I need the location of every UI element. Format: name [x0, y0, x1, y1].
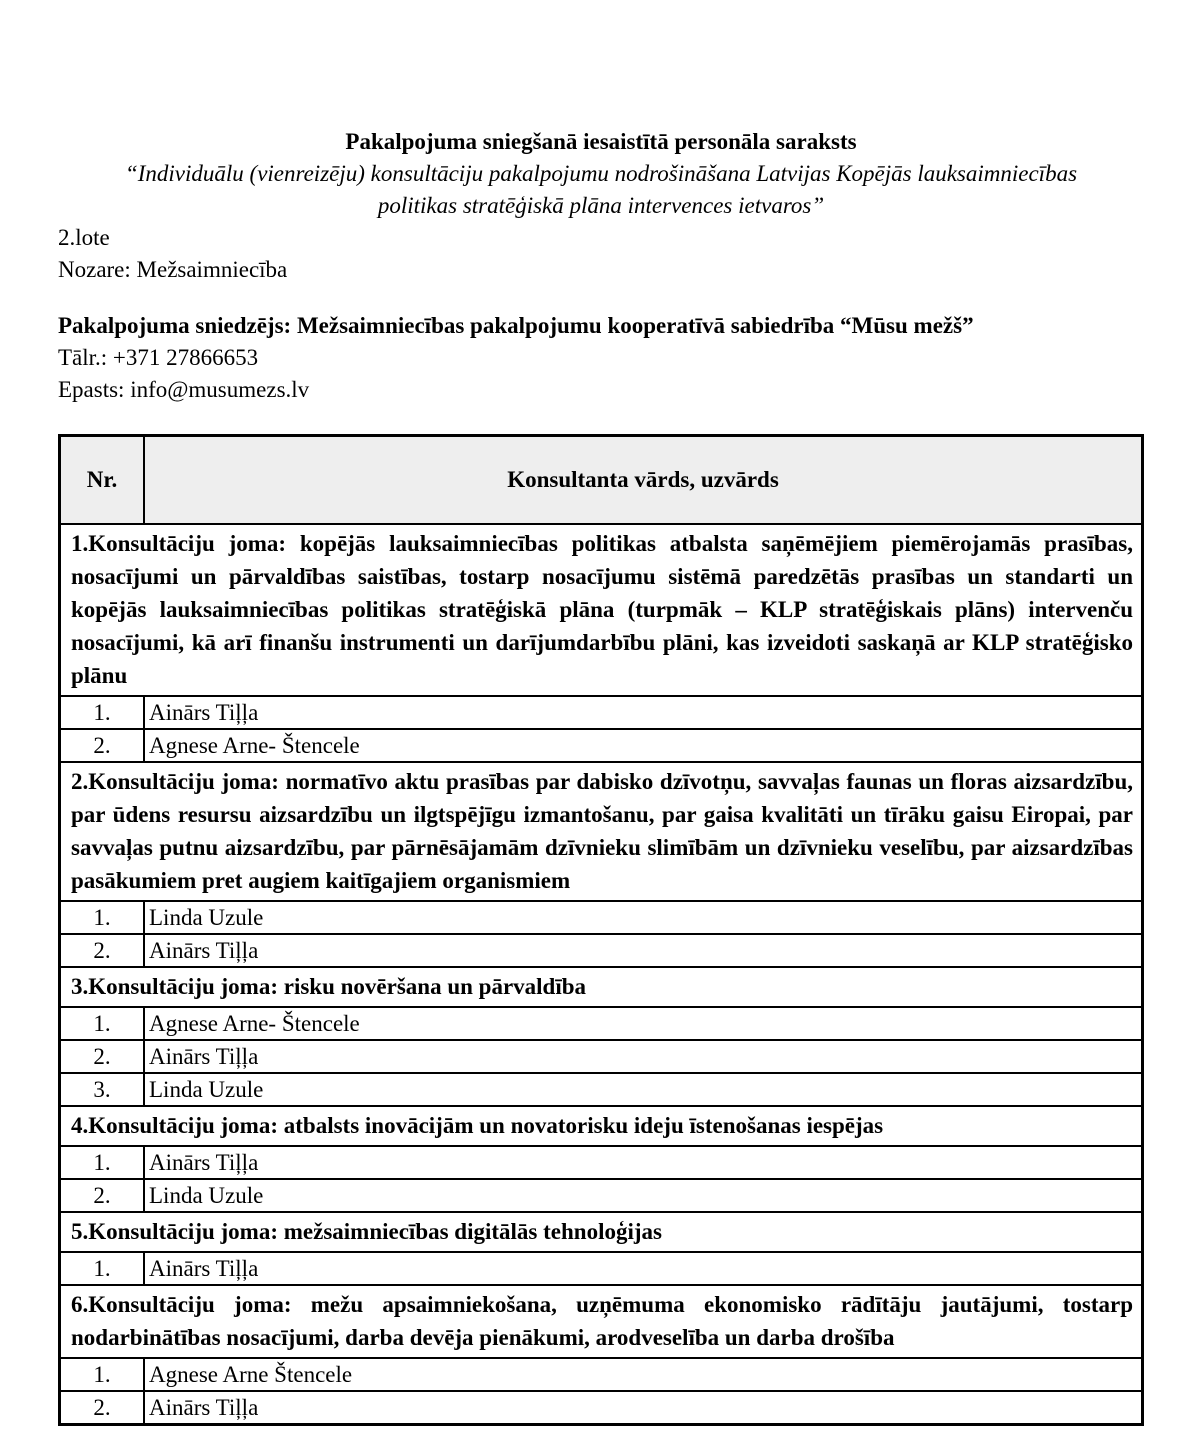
- consultant-name: Ainārs Tiļļa: [144, 1391, 1143, 1425]
- page-title: Pakalpojuma sniegšanā iesaistītā personāla saraksts: [345, 129, 857, 154]
- consultant-name: Agnese Arne- Štencele: [144, 1007, 1143, 1040]
- consultants-table: [58, 434, 1144, 1426]
- row-number: 1.: [60, 1146, 145, 1179]
- page-subtitle: “Individuālu (vienreizēju) konsultāciju pakalpojumu nodrošināšana Latvijas Kopējās lauksaimniecības politikas stratēģiskā plāna intervences ietvaros”: [124, 161, 1078, 218]
- consultant-name: Linda Uzule: [144, 1179, 1143, 1212]
- consultant-name: Ainārs Tiļļa: [144, 934, 1143, 967]
- consultant-name: Ainārs Tiļļa: [144, 1146, 1143, 1179]
- consultant-name: Linda Uzule: [144, 1073, 1143, 1106]
- sector-line: Nozare: Mežsaimniecība: [58, 257, 288, 282]
- table-row: [60, 1252, 1143, 1285]
- table-row: [60, 1358, 1143, 1391]
- row-number: 1.: [60, 1007, 145, 1040]
- table-row: [60, 1391, 1143, 1425]
- section-heading-row: [60, 524, 1143, 696]
- section-heading-row: [60, 1285, 1143, 1358]
- row-number: 2.: [60, 729, 145, 762]
- section-3-heading: 3.Konsultāciju joma: risku novēršana un pārvaldība: [60, 967, 1143, 1007]
- section-heading-row: [60, 1212, 1143, 1252]
- consultant-name: Linda Uzule: [144, 901, 1143, 934]
- table-row: [60, 729, 1143, 762]
- table-row: [60, 901, 1143, 934]
- table-row: [60, 696, 1143, 729]
- consultant-name: Ainārs Tiļļa: [144, 1252, 1143, 1285]
- consultant-name: Ainārs Tiļļa: [144, 1040, 1143, 1073]
- nr-column-header: Nr.: [60, 436, 145, 525]
- row-number: 2.: [60, 1179, 145, 1212]
- section-heading-row: [60, 1106, 1143, 1146]
- consultant-name: Ainārs Tiļļa: [144, 696, 1143, 729]
- table-row: [60, 1073, 1143, 1106]
- section-5-heading: 5.Konsultāciju joma: mežsaimniecības digitālās tehnoloģijas: [60, 1212, 1143, 1252]
- table-row: [60, 1040, 1143, 1073]
- table-row: [60, 1179, 1143, 1212]
- row-number: 2.: [60, 1391, 145, 1425]
- consultant-name: Agnese Arne- Štencele: [144, 729, 1143, 762]
- row-number: 2.: [60, 1040, 145, 1073]
- table-row: [60, 1146, 1143, 1179]
- name-column-header: Konsultanta vārds, uzvārds: [144, 436, 1143, 525]
- section-heading-row: [60, 967, 1143, 1007]
- provider-line: Pakalpojuma sniedzējs: Mežsaimniecības pakalpojumu kooperatīvā sabiedrība “Mūsu mežš”: [58, 313, 974, 338]
- consultant-name: Agnese Arne Štencele: [144, 1358, 1143, 1391]
- row-number: 3.: [60, 1073, 145, 1106]
- row-number: 2.: [60, 934, 145, 967]
- phone-line: Tālr.: +371 27866653: [58, 345, 259, 370]
- section-6-heading: 6.Konsultāciju joma: mežu apsaimniekošana, uzņēmuma ekonomisko rādītāju jautājumi, tostarp nodarbinātības nosacījumi, darba devēja pienākumi, arodveselība un darba drošība: [60, 1285, 1143, 1358]
- row-number: 1.: [60, 696, 145, 729]
- section-1-heading: 1.Konsultāciju joma: kopējās lauksaimniecības politikas atbalsta saņēmējiem piemērojamās prasības, nosacījumi un pārvaldības saistības, tostarp nosacījumu sistēmā paredzētās prasības un standarti un kopējās lauksaimniecības politikas stratēģiskā plāna (turpmāk – KLP stratēģiskais plāns) intervenču nosacījumi, kā arī finanšu instrumenti un darījumdarbību plāni, kas izveidoti saskaņā ar KLP stratēģisko plānu: [60, 524, 1143, 696]
- row-number: 1.: [60, 1252, 145, 1285]
- section-heading-row: [60, 762, 1143, 901]
- table-row: [60, 934, 1143, 967]
- email-line: Epasts: info@musumezs.lv: [58, 377, 310, 402]
- table-row: [60, 1007, 1143, 1040]
- row-number: 1.: [60, 1358, 145, 1391]
- row-number: 1.: [60, 901, 145, 934]
- section-4-heading: 4.Konsultāciju joma: atbalsts inovācijām un novatorisku ideju īstenošanas iespējas: [60, 1106, 1143, 1146]
- lot-line: 2.lote: [58, 225, 110, 250]
- section-2-heading: 2.Konsultāciju joma: normatīvo aktu prasības par dabisko dzīvotņu, savvaļas faunas un floras aizsardzību, par ūdens resursu aizsardzību un ilgtspējīgu izmantošanu, par gaisa kvalitāti un tīrāku gaisu Eiropai, par savvaļas putnu aizsardzību, par pārnēsājamām dzīvnieku slimībām un dzīvnieku veselību, par aizsardzības pasākumiem pret augiem kaitīgajiem organismiem: [60, 762, 1143, 901]
- table-header-row: [60, 436, 1143, 525]
